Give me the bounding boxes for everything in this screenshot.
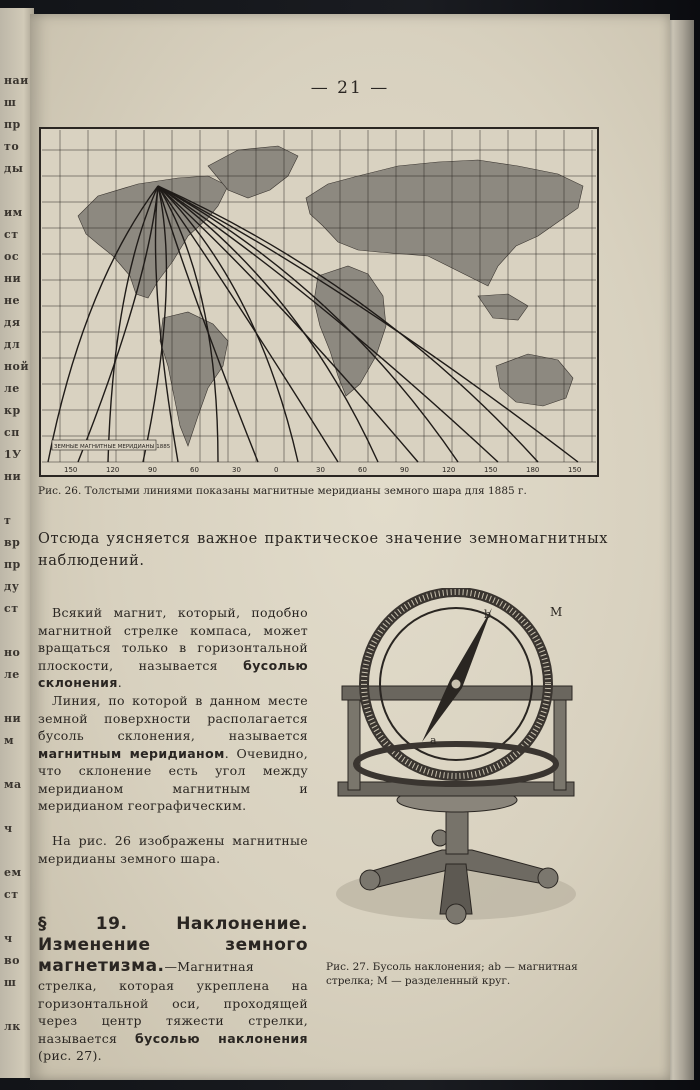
- longitude-label: 180: [526, 466, 540, 474]
- section-19-text: —Магнитная стрелка, которая укреплена на горизонтальной оси, проходящей через центр тяжести стрелки, называется: [38, 959, 308, 1046]
- left-page-fragment: не: [4, 294, 21, 307]
- p2-text: Линия, по которой в данном месте земной поверхности располагается бусоль склонения, называется: [38, 693, 308, 743]
- left-page-fragment: ни: [4, 272, 22, 285]
- longitude-label: 60: [190, 466, 199, 474]
- paragraph-figure-reference: На рис. 26 изображены магнитные меридианы земного шара.: [38, 833, 308, 866]
- longitude-label: 30: [316, 466, 325, 474]
- left-page-fragment: дя: [4, 316, 21, 329]
- longitude-label: 150: [484, 466, 498, 474]
- left-page-fragment: ни: [4, 470, 22, 483]
- section-19-end: (рис. 27).: [38, 1048, 102, 1063]
- longitude-label: 120: [106, 466, 120, 474]
- p1-end: .: [117, 675, 123, 690]
- left-page-fragment: ле: [4, 382, 20, 395]
- map-legend: ЗЕМНЫЕ МАГНИТНЫЕ МЕРИДИАНЫ 1885: [54, 444, 171, 450]
- left-page-edge: [0, 8, 34, 1078]
- left-page-fragment: ды: [4, 162, 24, 175]
- left-page-fragment: лк: [4, 1020, 21, 1033]
- left-page-fragment: ч: [4, 822, 13, 835]
- p1-text: Всякий магнит, который, подобно магнитной стрелке компаса, может вращаться только в горизонтальной плоскости, называется: [38, 605, 308, 673]
- left-page-fragment: сп: [4, 426, 20, 439]
- right-page-edges: [666, 20, 694, 1080]
- term-magnetic-meridian: магнитным меридианом: [38, 745, 225, 761]
- page-number: — 21 —: [310, 78, 390, 98]
- left-page-fragment: т: [4, 514, 12, 527]
- longitude-label: 60: [358, 466, 367, 474]
- longitude-label: 30: [232, 466, 241, 474]
- longitude-label: 150: [64, 466, 78, 474]
- left-page-fragment: ма: [4, 778, 22, 791]
- paragraph-declination-compass: [38, 604, 308, 692]
- left-page-fragment: ст: [4, 888, 19, 901]
- longitude-label: 120: [442, 466, 456, 474]
- section-19-title: § 19. Наклонение. Изменение земного магнетизма.: [38, 914, 308, 976]
- paragraph-magnetic-meridian: [38, 692, 308, 815]
- left-page-fragment: ной: [4, 360, 30, 373]
- figure-26-world-map: [38, 126, 600, 478]
- figure-27-inclination-compass: [322, 588, 590, 928]
- left-page-fragment: 1У: [4, 448, 22, 461]
- left-page-fragment: наи: [4, 74, 29, 87]
- left-page-fragment: м: [4, 734, 15, 747]
- left-page-fragment: ст: [4, 228, 19, 241]
- left-page-fragment: им: [4, 206, 23, 219]
- left-page-fragment: ле: [4, 668, 20, 681]
- longitude-label: 150: [568, 466, 582, 474]
- left-page-fragment: но: [4, 646, 21, 659]
- paragraph-practical-value: Отсюда уясняется важное практическое значение земномагнитных наблюдений.: [38, 531, 608, 569]
- longitude-label: 90: [400, 466, 409, 474]
- label-a: a: [430, 734, 437, 747]
- term-inclination-compass: бусолью наклонения: [135, 1030, 308, 1046]
- world-map-svg: [38, 126, 600, 478]
- left-page-fragment: дл: [4, 338, 21, 351]
- left-page-fragment: вр: [4, 536, 21, 549]
- section-19: [38, 914, 308, 1065]
- compass-svg: [322, 588, 590, 928]
- left-page-fragment: ст: [4, 602, 19, 615]
- label-m: M: [550, 605, 563, 619]
- figure-27-caption: Рис. 27. Бусоль наклонения; ab — магнитная стрелка; M — разделенный круг.: [326, 961, 578, 987]
- longitude-label: 0: [274, 466, 279, 474]
- left-page-fragment: кр: [4, 404, 21, 417]
- book-page: [30, 14, 670, 1080]
- left-page-fragment: ос: [4, 250, 20, 263]
- p2-end: . Очевидно, что склонение есть угол между меридианом магнитным и меридианом географическим.: [38, 745, 308, 813]
- left-page-fragment: то: [4, 140, 20, 153]
- left-page-fragment: пр: [4, 118, 21, 131]
- longitude-label: 90: [148, 466, 157, 474]
- left-page-fragment: во: [4, 954, 20, 967]
- left-page-fragment: ш: [4, 96, 17, 109]
- left-page-fragment: ни: [4, 712, 22, 725]
- left-page-fragment: ч: [4, 932, 13, 945]
- left-page-fragment: ш: [4, 976, 17, 989]
- left-page-fragment: ду: [4, 580, 20, 593]
- left-page-fragment: пр: [4, 558, 21, 571]
- label-b: b: [484, 608, 492, 621]
- figure-26-caption: Рис. 26. Толстыми линиями показаны магнитные меридианы земного шара для 1885 г.: [38, 485, 527, 497]
- left-page-fragment: ем: [4, 866, 22, 879]
- term-declination-compass: бусолью склонения: [38, 657, 308, 690]
